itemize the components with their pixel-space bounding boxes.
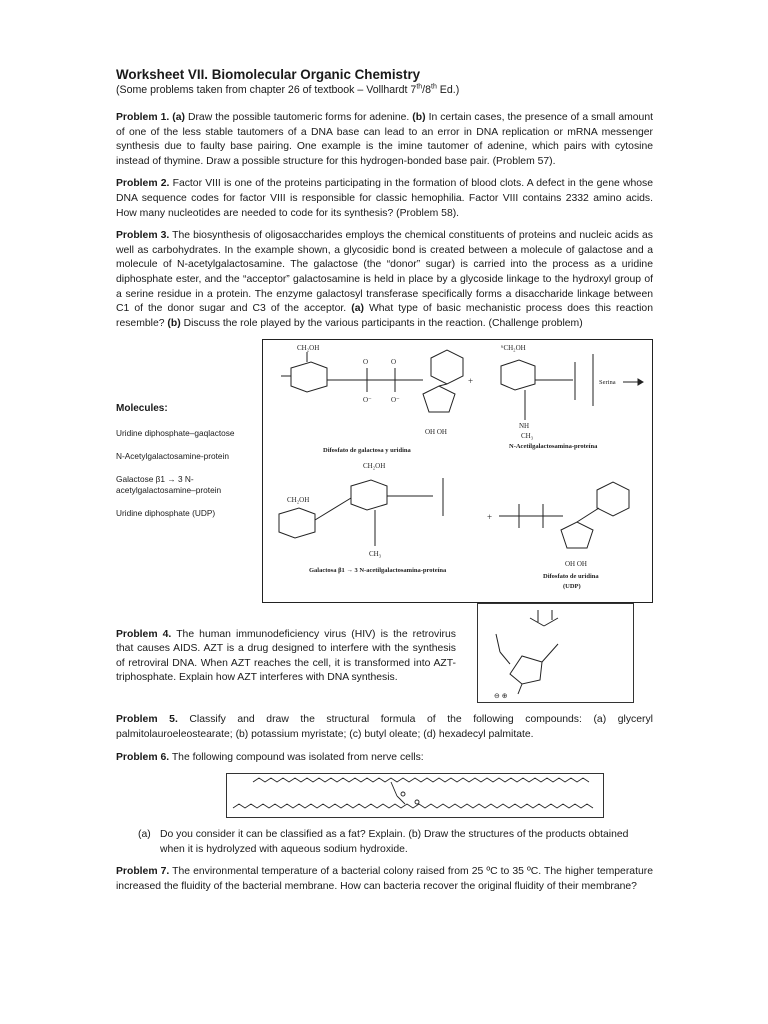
page-subtitle: (Some problems taken from chapter 26 of textbook – Vollhardt 7th/8th Ed.) xyxy=(116,83,460,96)
svg-text:⊖ ⊕: ⊖ ⊕ xyxy=(494,693,508,701)
problem-6: Problem 6. The following compound was isolated from nerve cells: xyxy=(116,751,424,763)
label-udp-1: Difosfato de uridina xyxy=(543,573,599,581)
molecule-item: N-Acetylgalactosamine-protein xyxy=(116,451,229,462)
svg-text:+: + xyxy=(468,376,474,387)
problem-1: Problem 1. (a) Draw the possible tautomeric forms for adenine. (b) In certain cases, the presence of a small amount of one of the less stable tautomers of a DNA base can lead to an error in DNA replication or mRNA messenger synthesis due to faulty base pairing. One example is the imine tautomer of adenine, which pairs with cytosine instead of thymine. Draw a possible structure for this hydrogen-bonded base pair. (Problem 57). xyxy=(116,112,654,167)
problem-3: Problem 3. The biosynthesis of oligosaccharides employs the chemical constituents of proteins and nucleic acids as well as carbohydrates. In the example shown, a glycosidic bond is created between a molecule of galactose and a molecule of N-acetylgalactosamine. The galactose (the “donor” sugar) is carried into the process as a uridine diphosphate ester, and the “acceptor” galactosamine is held in place by a glycoside linkage to the hydroxyl group of a serine residue in a protein. The enzyme galactosyl transferase specifically forms a disaccharide linkage between C1 of the donor sugar and C3 of the acceptor. (a) What type of basic mechanistic process does this reaction resemble? (b) Discuss the role played by the various participants in the reaction. (Challenge problem) xyxy=(116,230,653,329)
svg-text:+: + xyxy=(487,512,493,523)
uridine-oh-label: OH OH xyxy=(425,428,447,437)
reaction-scheme-drawing xyxy=(263,340,652,602)
product-ch3-label: CH₃ xyxy=(369,550,382,559)
serina-label: Serina xyxy=(599,379,616,387)
problem-4: Problem 4. The human immunodeficiency virus (HIV) is the retrovirus that causes AIDS. AZT is a drug designed to interfere with the synthesis of retroviral DNA. When AZT reaches the cell, it is transformed into AZT-triphosphate. Explain how AZT interferes with DNA synthesis. xyxy=(116,628,456,684)
problem-6-subquestion: (a) Do you consider it can be classified as a fat? Explain. (b) Draw the structures of the products obtained when it is hydrolyzed with aqueous sodium hydroxide. xyxy=(138,829,629,855)
page-title: Worksheet VII. Biomolecular Organic Chemistry xyxy=(116,67,421,82)
molecule-item: Galactose β1 → 3 N-acetylgalactosamine–protein xyxy=(116,474,222,496)
molecule-item: Uridine diphosphate (UDP) xyxy=(116,508,216,519)
uridine-structure xyxy=(423,350,463,412)
molecule-item: Uridine diphosphate–gaqlactose xyxy=(116,428,235,439)
product-ch2oh-top-label: CH₂OH xyxy=(363,462,386,471)
diphosphate-chain xyxy=(341,358,423,404)
label-n-acetylgalactosamine: N-Acetilgalactosamina-proteína xyxy=(509,443,598,451)
ch2oh-label: CH₂OH xyxy=(297,344,320,353)
ch2oh6-label: ⁶CH₂OH xyxy=(501,344,526,353)
label-udp-2: (UDP) xyxy=(563,583,581,591)
reaction-scheme-image xyxy=(262,339,653,603)
molecules-header: Molecules: xyxy=(116,403,168,415)
azt-structure-drawing xyxy=(478,604,633,702)
galactose-ring-structure xyxy=(281,352,341,392)
problem-7: Problem 7. The environmental temperature of a bacterial colony raised from 25 ºC to 35 ºC. The higher temperature increased the fluidity of the bacterial membrane. How can bacteria recover the original fluidity of their membrane? xyxy=(116,866,653,892)
product-ch2oh-left-label: CH₂OH xyxy=(287,496,310,505)
udp-oh-label: OH OH xyxy=(565,560,587,569)
disaccharide-product-structure xyxy=(279,478,443,546)
svg-text:O⁻: O⁻ xyxy=(363,396,372,405)
lipid-structure-drawing xyxy=(227,774,603,817)
svg-text:O: O xyxy=(391,358,397,367)
problem-2: Problem 2. Factor VIII is one of the proteins participating in the formation of blood clots. A defect in the gene whose DNA sequence codes for factor VIII is responsible for classic hemophilia. Factor VIII contains 2332 amino acids. How many nucleotides are needed to code for its synthesis? (Problem 58). xyxy=(116,178,653,219)
svg-text:O⁻: O⁻ xyxy=(391,396,400,405)
nh-label: NH xyxy=(519,422,530,431)
problem-5: Problem 5. Classify and draw the structural formula of the following compounds: (a) glyceryl palmitolauroeleostearate; (b) potassium myristate; (c) butyl oleate; (d) hexadecyl palmitate. xyxy=(116,714,653,740)
svg-text:O: O xyxy=(363,358,369,367)
reaction-figure-area xyxy=(116,339,653,603)
problem-4-block xyxy=(116,617,653,707)
udp-structure xyxy=(499,482,629,548)
molecules-list xyxy=(116,403,256,531)
n-acetylgalactosamine-structure xyxy=(501,354,593,420)
worksheet-page xyxy=(116,66,653,902)
label-udp-galactose: Difosfato de galactosa y uridina xyxy=(323,447,411,455)
label-product: Galactosa β1 → 3 N-acetilgalactosamina-proteína xyxy=(309,567,447,575)
lipid-structure-image xyxy=(226,773,604,818)
ch3-label: CH₃ xyxy=(521,432,534,441)
azt-structure-image xyxy=(477,603,634,703)
